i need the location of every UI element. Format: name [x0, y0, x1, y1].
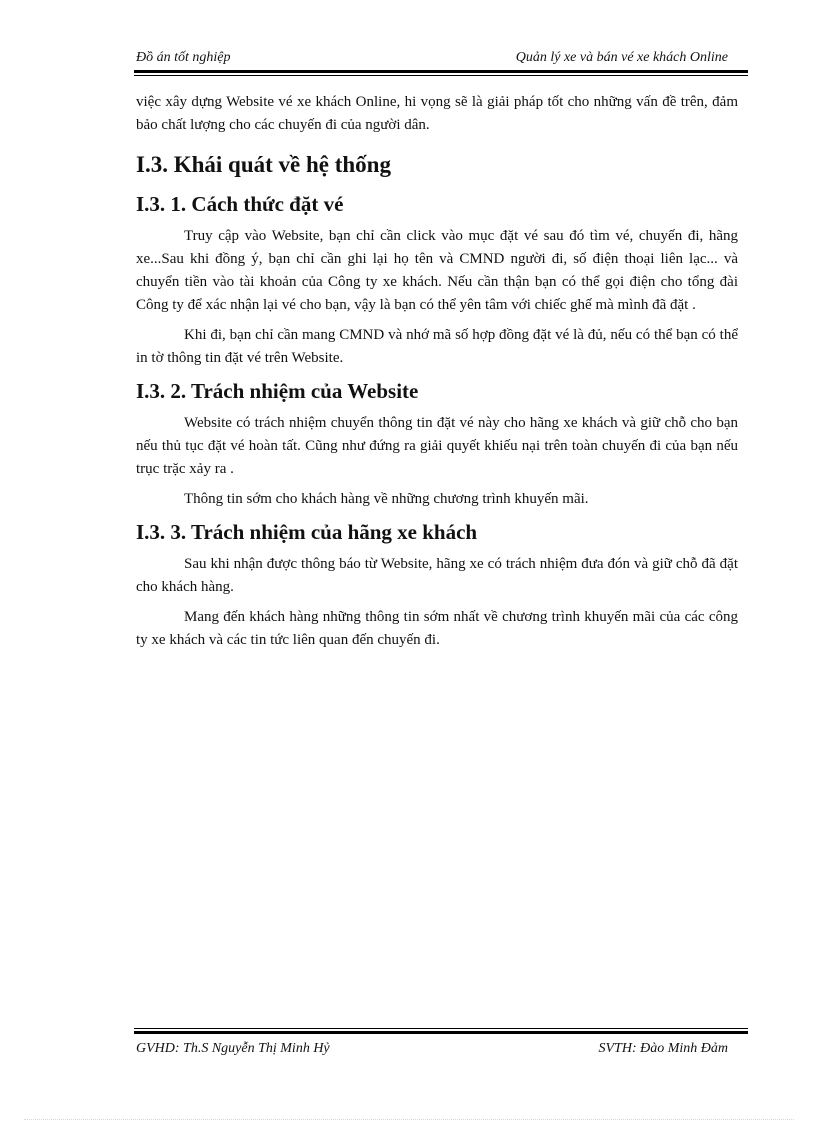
bus-company-responsibility-paragraph-2: Mang đến khách hàng những thông tin sớm nhất về chương trình khuyến mãi của các công ty xe khách và các tin tức liên quan đến chuyến đi.	[136, 609, 738, 648]
subsection-heading-booking: I.3. 1. Cách thức đặt vé	[136, 192, 344, 216]
website-responsibility-paragraph-2: Thông tin sớm cho khách hàng về những chương trình khuyến mãi.	[184, 491, 589, 507]
footer-divider-thin	[134, 1028, 748, 1029]
booking-paragraph-1: Truy cập vào Website, bạn chỉ cần click vào mục đặt vé sau đó tìm vé, chuyến đi, hãng xe...Sau khi đồng ý, bạn chỉ cần ghi lại họ tên và CMND người đi, số điện thoại liên lạc... và chuyển tiền vào tài khoản của Công ty xe khách. Nếu cần thận bạn có thể gọi điện cho tổng đài Công ty để xác nhận lại vé cho bạn, vậy là bạn có thể yên tâm với chiếc ghế mà mình đã đặt .	[136, 228, 738, 313]
subsection-heading-bus-company-responsibility: I.3. 3. Trách nhiệm của hãng xe khách	[136, 520, 478, 544]
bus-company-responsibility-paragraph-1: Sau khi nhận được thông báo từ Website, hãng xe có trách nhiệm đưa đón và giữ chỗ đã đặt cho khách hàng.	[136, 556, 738, 595]
section-heading: I.3. Khái quát về hệ thống	[136, 152, 391, 177]
footer-supervisor: GVHD: Th.S Nguyễn Thị Minh Hỷ	[136, 1041, 330, 1056]
header-thesis-label: Đồ án tốt nghiệp	[136, 50, 231, 65]
intro-paragraph: việc xây dựng Website vé xe khách Online, hi vọng sẽ là giải pháp tốt cho những vấn đề trên, đảm bảo chất lượng cho các chuyến đi của người dân.	[136, 94, 738, 133]
subsection-heading-website-responsibility: I.3. 2. Trách nhiệm của Website	[136, 379, 419, 403]
page-body	[136, 91, 738, 659]
page-header	[134, 50, 748, 70]
page-edge-divider	[24, 1119, 794, 1120]
header-project-title: Quản lý xe và bán vé xe khách Online	[515, 50, 728, 65]
header-divider-thick	[134, 70, 748, 73]
website-responsibility-paragraph-1: Website có trách nhiệm chuyển thông tin đặt vé này cho hãng xe khách và giữ chỗ cho bạn nếu thủ tục đặt vé hoàn tất. Cũng như đứng ra giải quyết khiếu nại trên toàn chuyến đi của bạn nếu trục trặc xảy ra .	[136, 415, 738, 477]
footer-divider-thick	[134, 1031, 748, 1034]
booking-paragraph-2: Khi đi, bạn chỉ cần mang CMND và nhớ mã số hợp đồng đặt vé là đủ, nếu có thể bạn có thể in tờ thông tin đặt vé trên Website.	[136, 327, 738, 366]
header-divider-thin	[134, 75, 748, 76]
footer-student: SVTH: Đào Minh Đảm	[598, 1041, 728, 1056]
page-footer	[134, 1041, 748, 1061]
